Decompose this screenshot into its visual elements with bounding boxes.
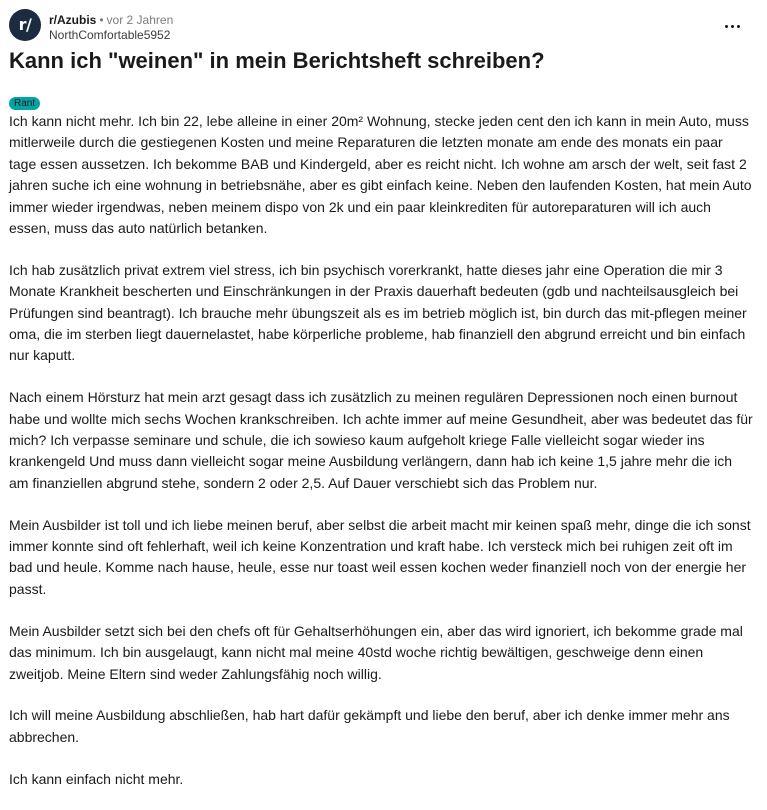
ellipsis-dot bbox=[737, 25, 740, 28]
post-body bbox=[9, 111, 753, 810]
body-paragraph: Ich will meine Ausbildung abschließen, hab hart dafür gekämpft und liebe den beruf, aber ich denke immer mehr ans abbrechen. bbox=[9, 707, 730, 745]
post-flair[interactable]: Rant bbox=[9, 97, 40, 110]
ellipsis-dot bbox=[725, 25, 728, 28]
ellipsis-dot bbox=[731, 25, 734, 28]
body-paragraph: Ich kann einfach nicht mehr. bbox=[9, 770, 184, 787]
subreddit-link[interactable]: r/Azubis bbox=[49, 13, 97, 27]
post-title[interactable]: Kann ich "weinen" in mein Berichtsheft schreiben? bbox=[9, 48, 545, 73]
body-paragraph: Mein Ausbilder ist toll und ich liebe meinen beruf, aber selbst die arbeit macht mir keinen spaß mehr, dinge die ich sonst immer konnte sind oft fehlerhaft, weil ich keine Konzentration und kraft habe. Ich versteck mich bei ruhigen zeit oft im bad und heule. Komme nach hause, heule, esse nur toast weil essen kochen weder finanziell noch von der energie her passt. bbox=[9, 516, 751, 597]
author-link[interactable]: NorthComfortable5952 bbox=[49, 28, 171, 42]
body-paragraph: Nach einem Hörsturz hat mein arzt gesagt dass ich zusätzlich zu meinen regulären Depressionen noch einen burnout habe und wollte mich sechs Wochen krankschreiben. Ich achte immer auf meine Gesundheit, aber was bedeutet das für mich? Ich verpasse seminare und schule, die ich sowieso kaum aufgeholt kriege Falle vielleicht sogar wieder ins krankengeld Und muss dann vielleicht sogar meine Ausbildung verlängern, dann hab ich keine 1,5 jahre mehr die ich am finanziellen abgrund stehe, sondern 2 oder 2,5. Auf Dauer verschiebt sich das Problem nur. bbox=[9, 389, 753, 491]
body-paragraph: Ich hab zusätzlich privat extrem viel stress, ich bin psychisch vorerkrankt, hatte dieses jahr eine Operation die mir 3 Monate Krankheit bescherten und Einschränkungen in der Praxis dauerhaft bedeuten (gdb und nachteilsausgleich bei Prüfungen sind beantragt). Ich brauche mehr übungszeit als es im betrieb möglich ist, bin durch das mit-pflegen meiner oma, die im sterben liegt dauernelastet, habe körperliche probleme, hab finanziell den abgrund erreicht und bin einfach nur kaputt. bbox=[9, 261, 747, 364]
subreddit-avatar-icon[interactable]: r/ bbox=[9, 9, 41, 41]
post-meta bbox=[49, 13, 173, 27]
post-header bbox=[9, 8, 767, 44]
separator-dot: • bbox=[99, 13, 104, 27]
ellipsis-icon[interactable] bbox=[718, 12, 746, 40]
body-paragraph: Ich kann nicht mehr. Ich bin 22, lebe alleine in einer 20m² Wohnung, stecke jeden cent den ich kann in mein Auto, muss mitlerweile durch die gestiegenen Kosten und meine Reparaturen die letzten monate am ende des monats ein paar tage essen aussetzen. Ich bekomme BAB und Kindergeld, aber es reicht nicht. Ich wohne am arsch der welt, seit fast 2 jahren suche ich eine wohnung in betriebsnähe, aber es gibt einfach keine. Neben den laufenden Kosten, hat mein Auto immer wieder irgendwas, neben meinem dispo von 2k und ein paar kleinkrediten für autoreparaturen will ich auch essen, muss das auto natürlich betanken. bbox=[9, 113, 752, 237]
post-time: vor 2 Jahren bbox=[106, 13, 174, 27]
body-paragraph: Mein Ausbilder setzt sich bei den chefs oft für Gehaltserhöhungen ein, aber das wird ignoriert, ich bekomme grade mal das minimum. Ich bin ausgelaugt, kann nicht mal meine 40std woche richtig bewältigen, geschweige denn einen zweitjob. Meine Eltern sind weder Zahlungsfähig noch willig. bbox=[9, 622, 743, 682]
